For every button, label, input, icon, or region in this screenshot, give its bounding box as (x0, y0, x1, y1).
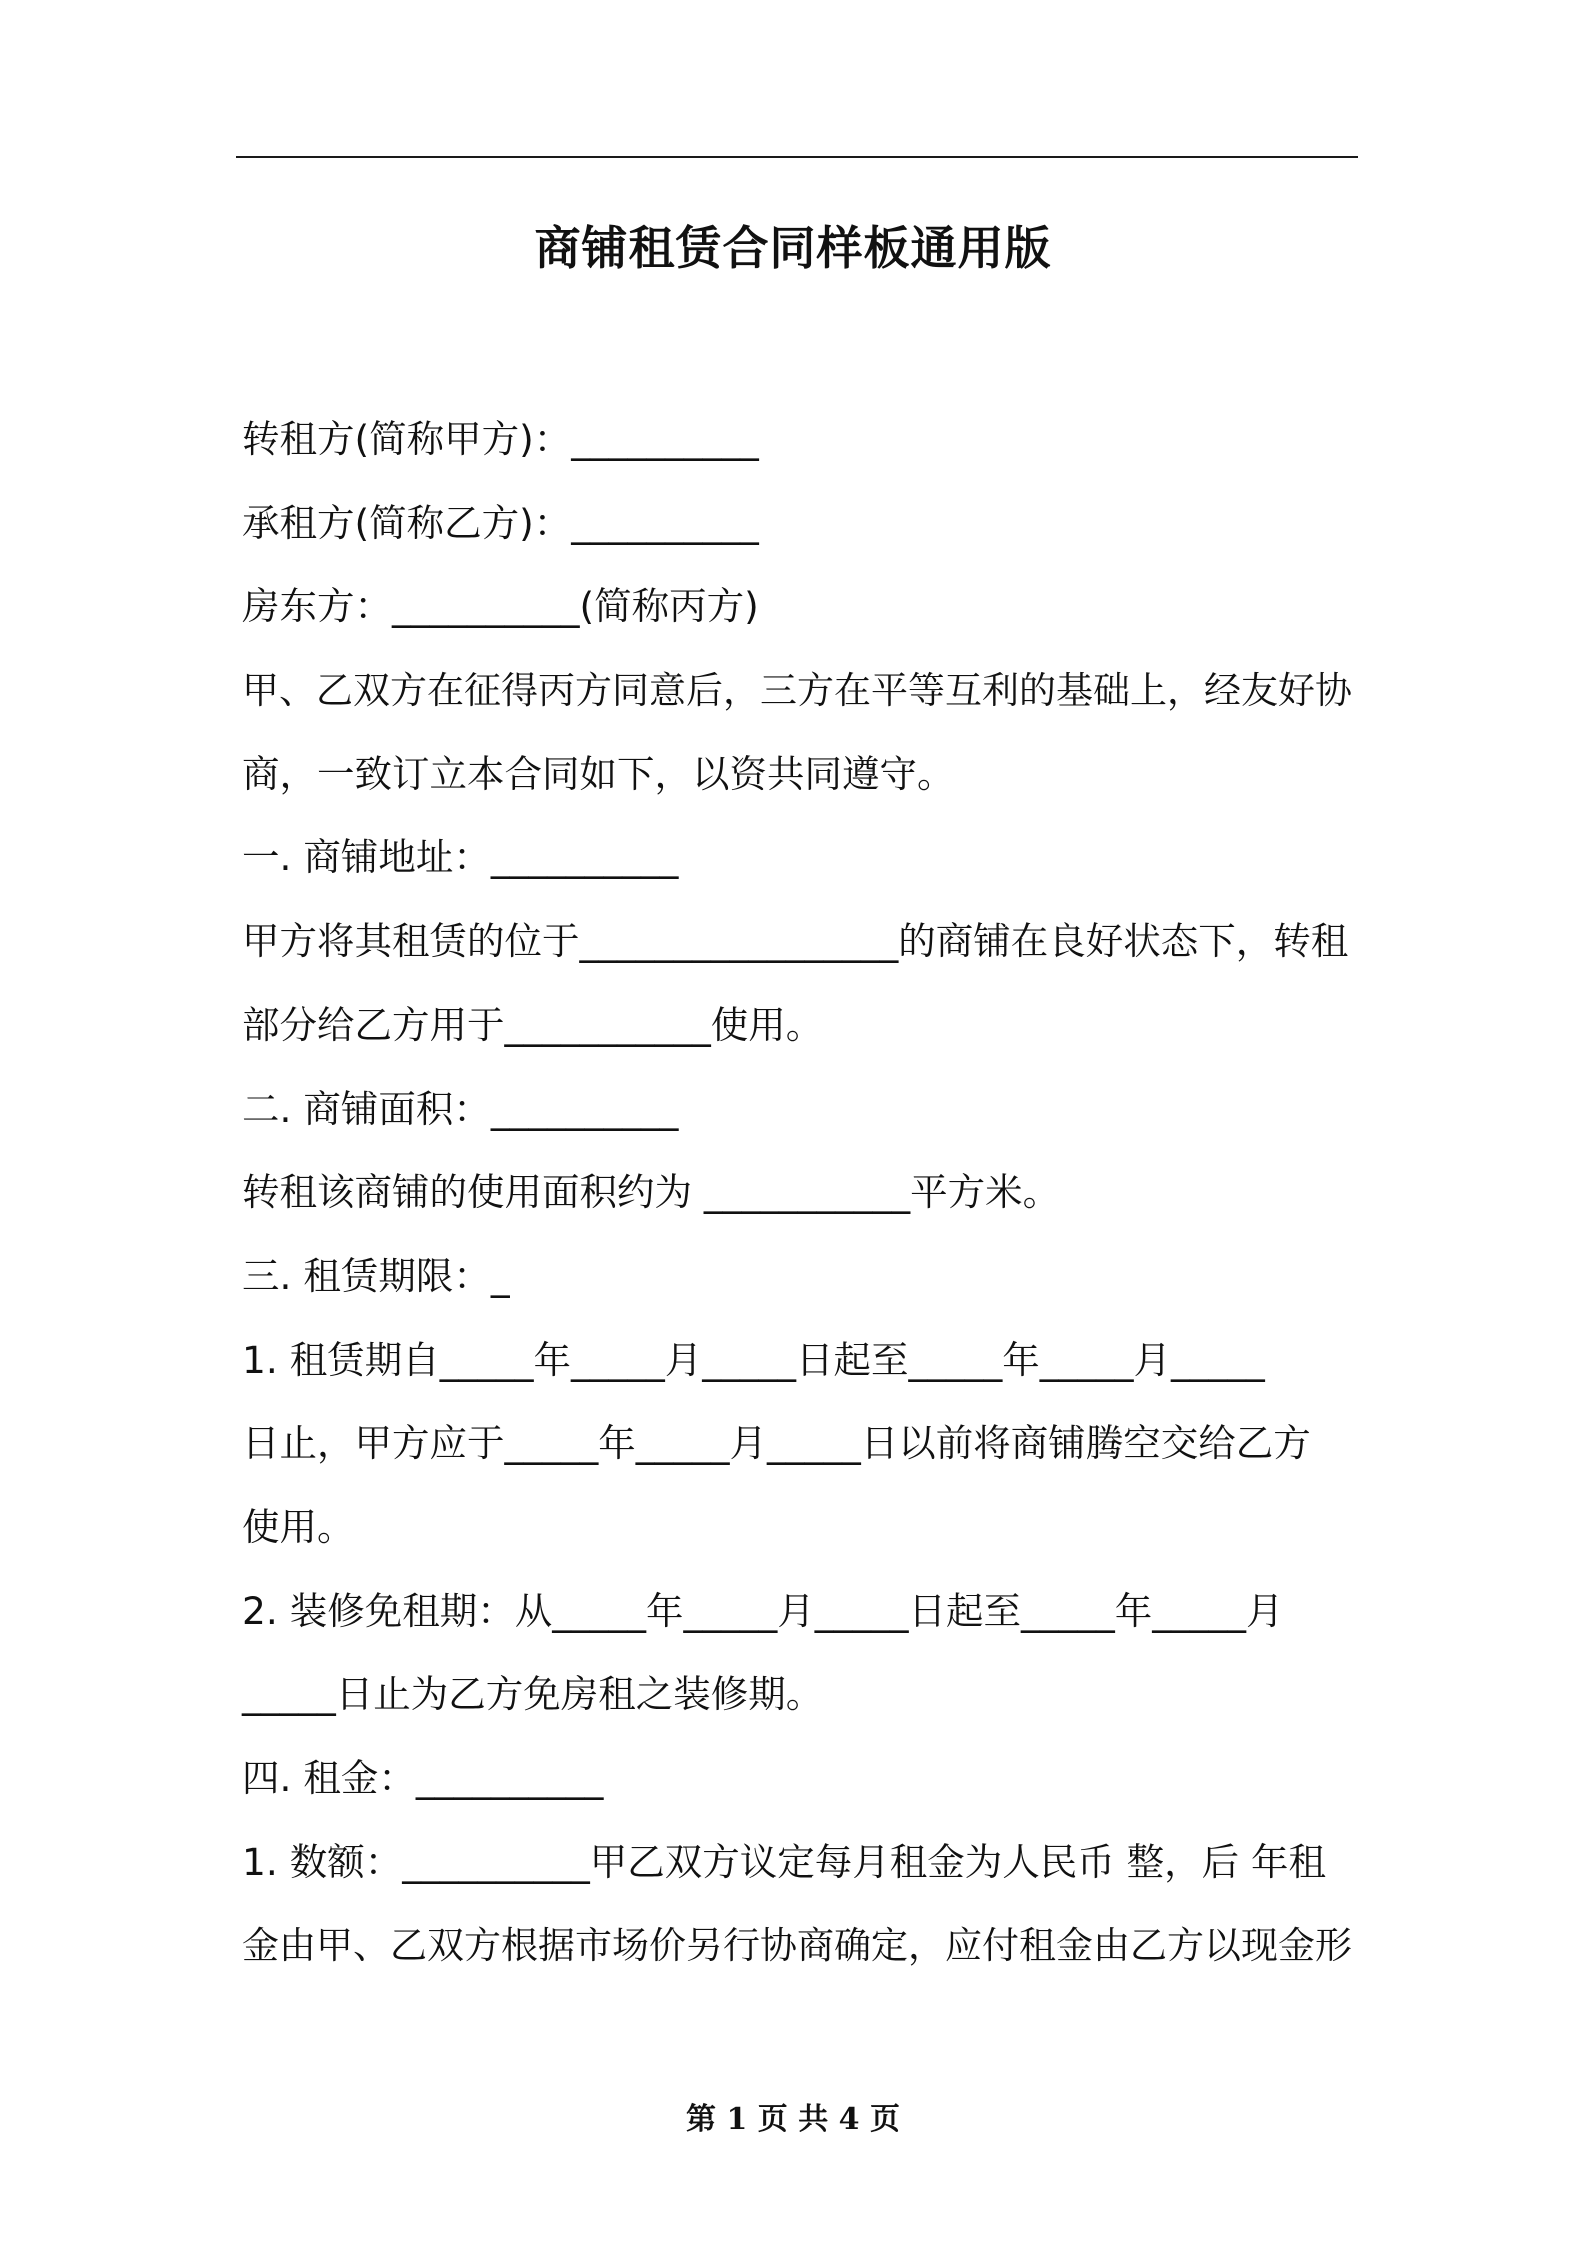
text-line (242, 482, 1360, 566)
text-line (242, 1319, 1360, 1403)
section-heading (242, 816, 1360, 900)
line-text: 使用。 (242, 1504, 355, 1549)
text-line (242, 1151, 1360, 1235)
section-heading (242, 1737, 1360, 1821)
contract-body (242, 398, 1360, 1988)
line-text: 甲方将其租赁的位于_________________的商铺在良好状态下，转租 (242, 919, 1349, 964)
line-text: 1. 数额：__________甲乙双方议定每月租金为人民币 整，后 年租 (242, 1839, 1327, 1884)
page-number: 第 1 页 共 4 页 (686, 2102, 900, 2137)
line-text: 四. 租金：__________ (242, 1756, 604, 1800)
text-line (242, 1486, 1360, 1570)
text-line (242, 984, 1360, 1068)
document-title: 商铺租赁合同样板通用版 (534, 221, 1052, 275)
line-text: 二. 商铺面积：__________ (242, 1086, 679, 1131)
section-heading (242, 1068, 1360, 1152)
line-text: 商，一致订立本合同如下，以资共同遵守。 (242, 751, 955, 796)
line-text: _____日止为乙方免房租之装修期。 (242, 1672, 824, 1717)
line-text: 一. 商铺地址：__________ (242, 835, 679, 880)
line-text: 部分给乙方用于___________使用。 (242, 1002, 824, 1047)
text-line (242, 649, 1360, 733)
line-text: 转租该商铺的使用面积约为 ___________平方米。 (242, 1170, 1061, 1215)
text-line (242, 900, 1360, 984)
text-line (242, 1904, 1360, 1988)
text-line (242, 1570, 1360, 1654)
text-line (242, 565, 1360, 649)
header-rule (236, 156, 1358, 158)
text-line (242, 398, 1360, 482)
line-text: 日止，甲方应于_____年_____月_____日以前将商铺腾空交给乙方 (242, 1421, 1311, 1466)
line-text: 承租方(简称乙方)：__________ (242, 500, 759, 545)
line-text: 2. 装修免租期：从_____年_____月_____日起至_____年_____月 (242, 1588, 1284, 1633)
section-heading (242, 1235, 1360, 1319)
line-text: 甲、乙双方在征得丙方同意后，三方在平等互利的基础上，经友好协 (242, 669, 1352, 713)
text-line (242, 1402, 1360, 1486)
line-text: 转租方(简称甲方)：__________ (242, 417, 759, 461)
line-text: 1. 租赁期自_____年_____月_____日起至_____年_____月_____ (242, 1337, 1265, 1382)
text-line (242, 1821, 1360, 1905)
line-text: 金由甲、乙双方根据市场价另行协商确定，应付租金由乙方以现金形 (242, 1924, 1352, 1968)
text-line (242, 733, 1360, 817)
text-line (242, 1653, 1360, 1737)
line-text: 三. 租赁期限：_ (242, 1253, 510, 1298)
line-text: 房东方：__________(简称丙方) (242, 584, 759, 629)
